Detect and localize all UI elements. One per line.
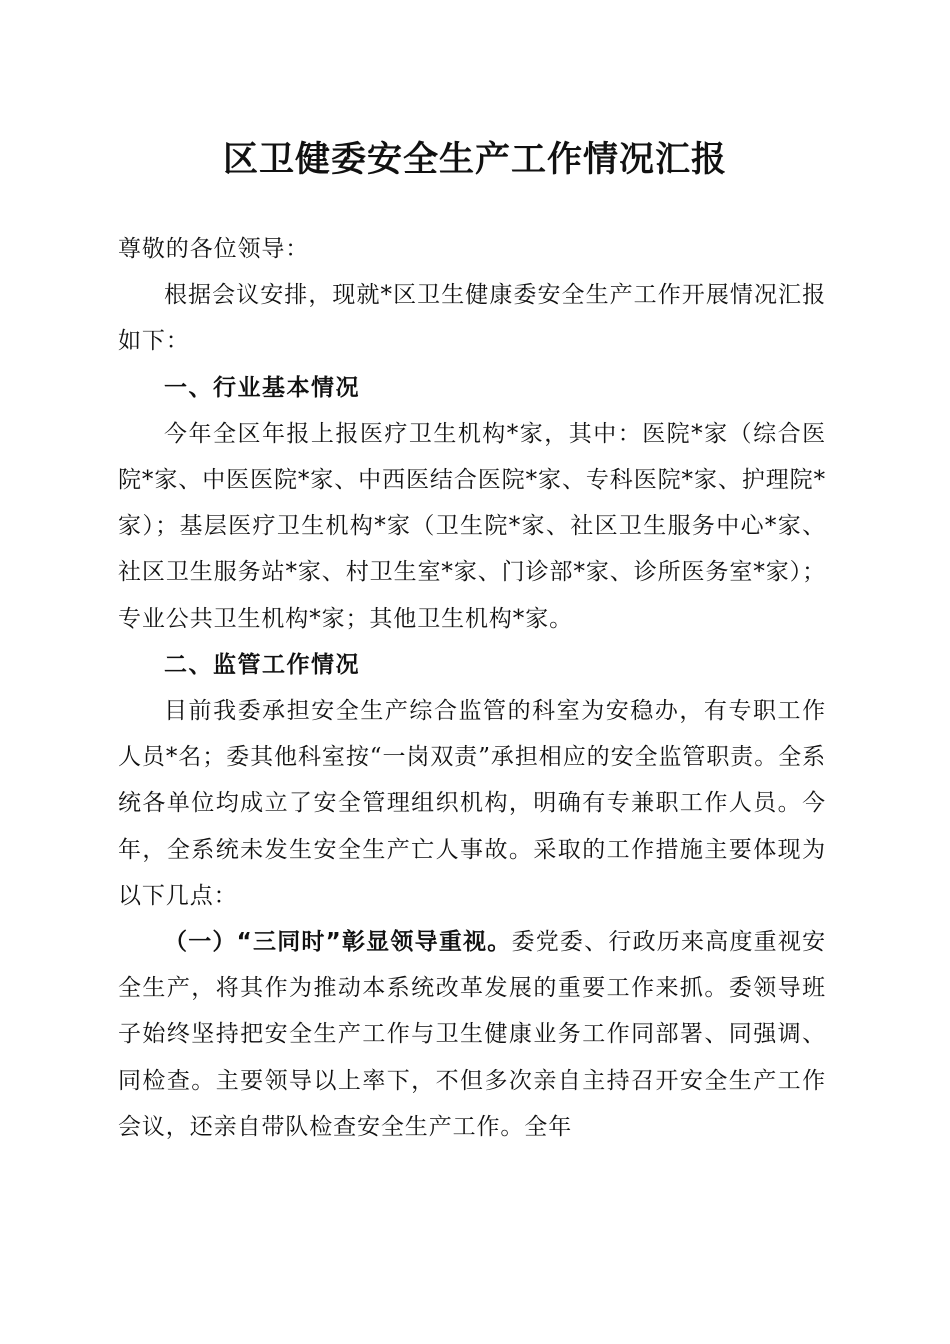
document-body xyxy=(118,226,826,1150)
section-heading-industry: 一、行业基本情况 xyxy=(164,374,360,401)
measure-item-1-lead: （一）“三同时”彰显领导重视。 xyxy=(164,929,512,956)
measure-item-1-text: 委党委、行政历来高度重视安全生产，将其作为推动本系统改革发展的重要工作来抓。委领导班子始终坚持把安全生产工作与卫生健康业务工作同部署、同强调、同检查。主要领导以上率下，不但多次亲自主持召开安全生产工作会议，还亲自带队检查安全生产工作。全年 xyxy=(118,929,827,1140)
section-heading-supervision: 二、监管工作情况 xyxy=(164,651,360,678)
supervision-paragraph: 目前我委承担安全生产综合监管的科室为安稳办，有专职工作人员*名；委其他科室按“一岗双责”承担相应的安全监管职责。全系统各单位均成立了安全管理组织机构，明确有专兼职工作人员。今年，全系统未发生安全生产亡人事故。采取的工作措施主要体现为以下几点： xyxy=(118,698,826,909)
industry-paragraph: 今年全区年报上报医疗卫生机构*家，其中：医院*家（综合医院*家、中医医院*家、中西医结合医院*家、专科医院*家、护理院*家）；基层医疗卫生机构*家（卫生院*家、社区卫生服务中心*家、社区卫生服务站*家、村卫生室*家、门诊部*家、诊所医务室*家）；专业公共卫生机构*家；其他卫生机构*家。 xyxy=(118,420,826,632)
measure-item-1 xyxy=(118,919,826,1150)
salutation: 尊敬的各位领导： xyxy=(118,236,310,262)
intro-paragraph: 根据会议安排，现就*区卫生健康委安全生产工作开展情况汇报如下： xyxy=(118,282,826,355)
document-title: 区卫健委安全生产工作情况汇报 xyxy=(222,139,727,180)
